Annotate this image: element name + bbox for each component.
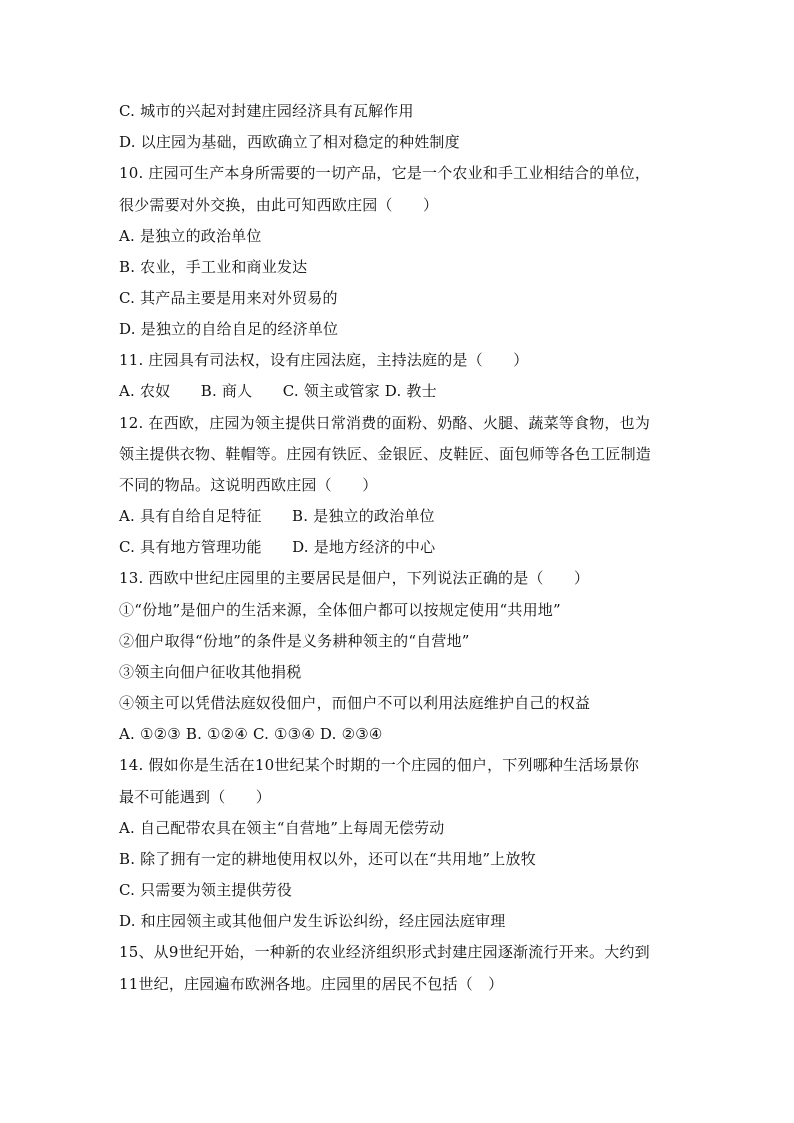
text-line: C. 具有地方管理功能 D. 是地方经济的中心 [119, 538, 436, 556]
text-line: 14. 假如你是生活在10世纪某个时期的一个庄园的佃户，下列哪种生活场景你 [119, 756, 640, 774]
text-line: D. 是独立的自给自足的经济单位 [119, 320, 339, 338]
text-line: ①“份地”是佃户的生活来源，全体佃户都可以按规定使用“共用地” [119, 601, 561, 619]
text-line: 领主提供衣物、鞋帽等。庄园有铁匠、金银匠、皮鞋匠、面包师等各色工匠制造 [119, 445, 652, 463]
text-line: D. 和庄园领主或其他佃户发生诉讼纠纷，经庄园法庭审理 [119, 912, 506, 930]
text-line: C. 其产品主要是用来对外贸易的 [119, 289, 338, 307]
text-line: A. ①②③ B. ①②④ C. ①③④ D. ②③④ [119, 725, 383, 743]
text-line: A. 是独立的政治单位 [119, 227, 262, 245]
text-line: B. 农业，手工业和商业发达 [119, 258, 308, 276]
text-line: B. 除了拥有一定的耕地使用权以外，还可以在“共用地”上放牧 [119, 850, 536, 868]
text-line: 不同的物品。这说明西欧庄园（ ） [119, 476, 378, 494]
text-line: 13. 西欧中世纪庄园里的主要居民是佃户，下列说法正确的是（ ） [119, 569, 590, 587]
text-line: 最不可能遇到（ ） [119, 788, 272, 806]
text-line: 10. 庄园可生产本身所需要的一切产品，它是一个农业和手工业相结合的单位， [119, 164, 651, 182]
text-line: A. 具有自给自足特征 B. 是独立的政治单位 [119, 507, 435, 525]
text-line: 11世纪，庄园遍布欧洲各地。庄园里的居民不包括（ ） [119, 975, 504, 993]
text-line: C. 城市的兴起对封建庄园经济具有瓦解作用 [119, 102, 414, 120]
text-line: ②佃户取得“份地”的条件是义务耕种领主的“自营地” [119, 632, 470, 650]
text-line: A. 农奴 B. 商人 C. 领主或管家 D. 教士 [119, 382, 437, 400]
text-line: ③领主向佃户征收其他捐税 [119, 663, 302, 681]
text-line: ④领主可以凭借法庭奴役佃户，而佃户不可以利用法庭维护自己的权益 [119, 694, 591, 712]
text-line: 12. 在西欧，庄园为领主提供日常消费的面粉、奶酪、火腿、蔬菜等食物，也为 [119, 414, 651, 432]
text-line: A. 自己配带农具在领主“自营地”上每周无偿劳动 [119, 819, 445, 837]
text-line: 11. 庄园具有司法权，设有庄园法庭，主持法庭的是（ ） [119, 351, 529, 369]
text-line: D. 以庄园为基础，西欧确立了相对稳定的种姓制度 [119, 133, 460, 151]
text-line: C. 只需要为领主提供劳役 [119, 881, 293, 899]
text-line: 很少需要对外交换，由此可知西欧庄园（ ） [119, 196, 439, 214]
text-line: 15、从9世纪开始，一种新的农业经济组织形式封建庄园逐渐流行开来。大约到 [119, 943, 650, 961]
